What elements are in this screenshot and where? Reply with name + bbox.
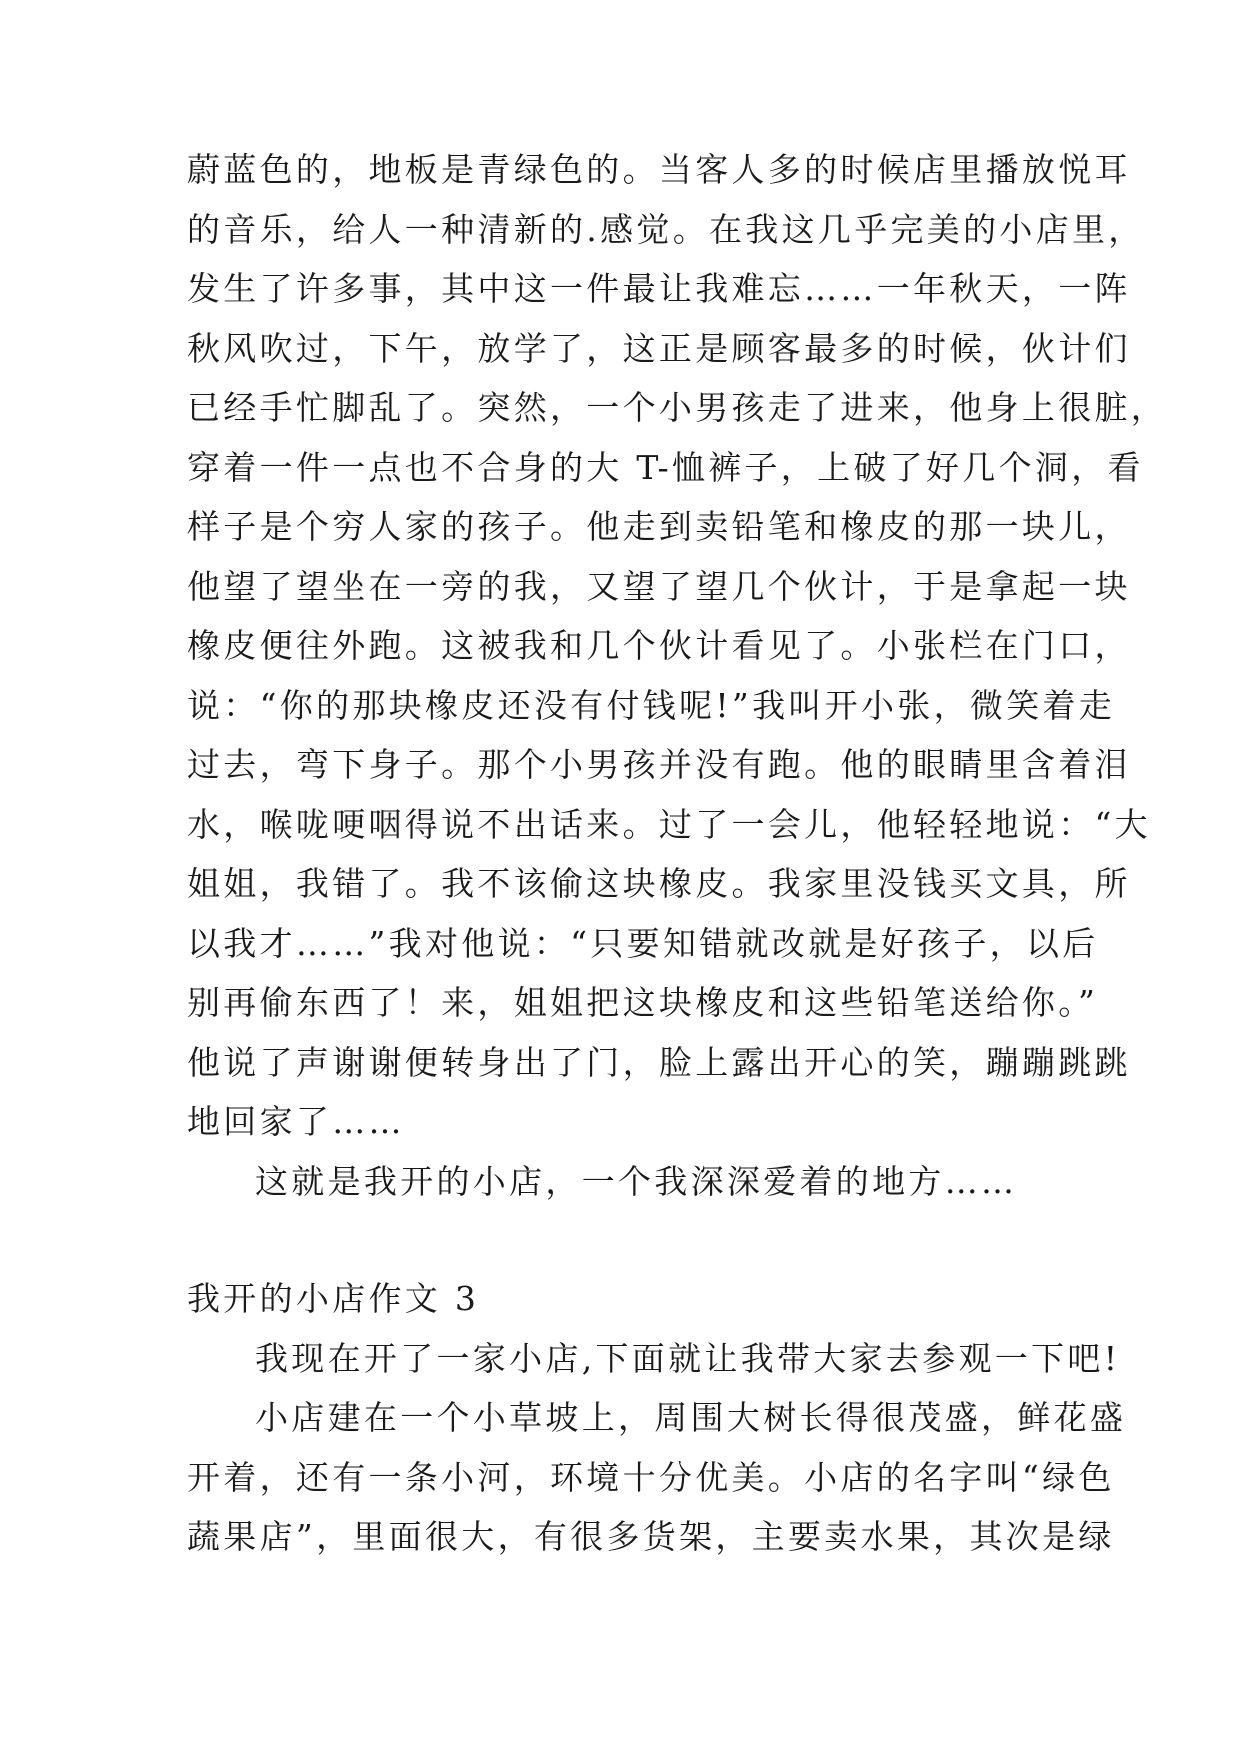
document-page xyxy=(187,140,1168,1567)
section-gap xyxy=(187,1211,1067,1269)
text-line: 过去，弯下身子。那个小男孩并没有跑。他的眼睛里含着泪 xyxy=(187,745,1131,784)
text-line: 以我才……”我对他说：“只要知错就改就是好孩子，以后 xyxy=(187,923,1099,963)
text-line: 发生了许多事，其中这一件最让我难忘……一年秋天，一阵 xyxy=(187,269,1131,308)
intro-paragraph: 我现在开了一家小店,下面就让我带大家去参观一下吧! xyxy=(255,1338,1121,1378)
text-line: 的音乐，给人一种清新的.感觉。在我这几乎完美的小店里， xyxy=(187,209,1145,249)
closing-paragraph: 这就是我开的小店，一个我深深爱着的地方…… xyxy=(255,1161,1018,1201)
text-line: 别再偷东西了！来，姐姐把这块橡皮和这些铅笔送给你。” xyxy=(187,983,1099,1022)
text-line: 已经手忙脚乱了。突然，一个小男孩走了进来，他身上很脏， xyxy=(187,388,1168,427)
text-line: 地回家了…… xyxy=(187,1102,405,1141)
text-line: 说：“你的那块橡皮还没有付钱呢!”我叫开小张，微笑着走 xyxy=(187,685,1116,725)
text-line: 橡皮便往外跑。这被我和几个伙计看见了。小张栏在门口， xyxy=(187,626,1131,665)
text-line: 他说了声谢谢便转身出了门，脸上露出开心的笑，蹦蹦跳跳 xyxy=(187,1042,1131,1082)
text-line: 样子是个穷人家的孩子。他走到卖铅笔和橡皮的那一块儿， xyxy=(187,507,1131,546)
text-line: 蔬果店”，里面很大，有很多货架，主要卖水果，其次是绿 xyxy=(187,1517,1115,1556)
text-line: 秋风吹过，下午，放学了，这正是顾客最多的时候，伙计们 xyxy=(187,328,1131,368)
text-line: 蔚蓝色的，地板是青绿色的。当客人多的时候店里播放悦耳 xyxy=(187,150,1131,189)
text-line: 小店建在一个小草坡上，周围大树长得很茂盛，鲜花盛 xyxy=(255,1398,1127,1437)
text-line: 穿着一件一点也不合身的大 T-恤裤子，上破了好几个洞，看 xyxy=(187,447,1144,487)
text-line: 他望了望坐在一旁的我，又望了望几个伙计，于是拿起一块 xyxy=(187,566,1131,606)
text-line: 姐姐，我错了。我不该偷这块橡皮。我家里没钱买文具，所 xyxy=(187,864,1131,903)
section-title: 我开的小店作文 3 xyxy=(187,1279,480,1318)
text-line: 开着，还有一条小河，环境十分优美。小店的名字叫“绿色 xyxy=(187,1457,1115,1497)
text-line: 水，喉咙哽咽得说不出话来。过了一会儿，他轻轻地说：“大 xyxy=(187,804,1151,844)
